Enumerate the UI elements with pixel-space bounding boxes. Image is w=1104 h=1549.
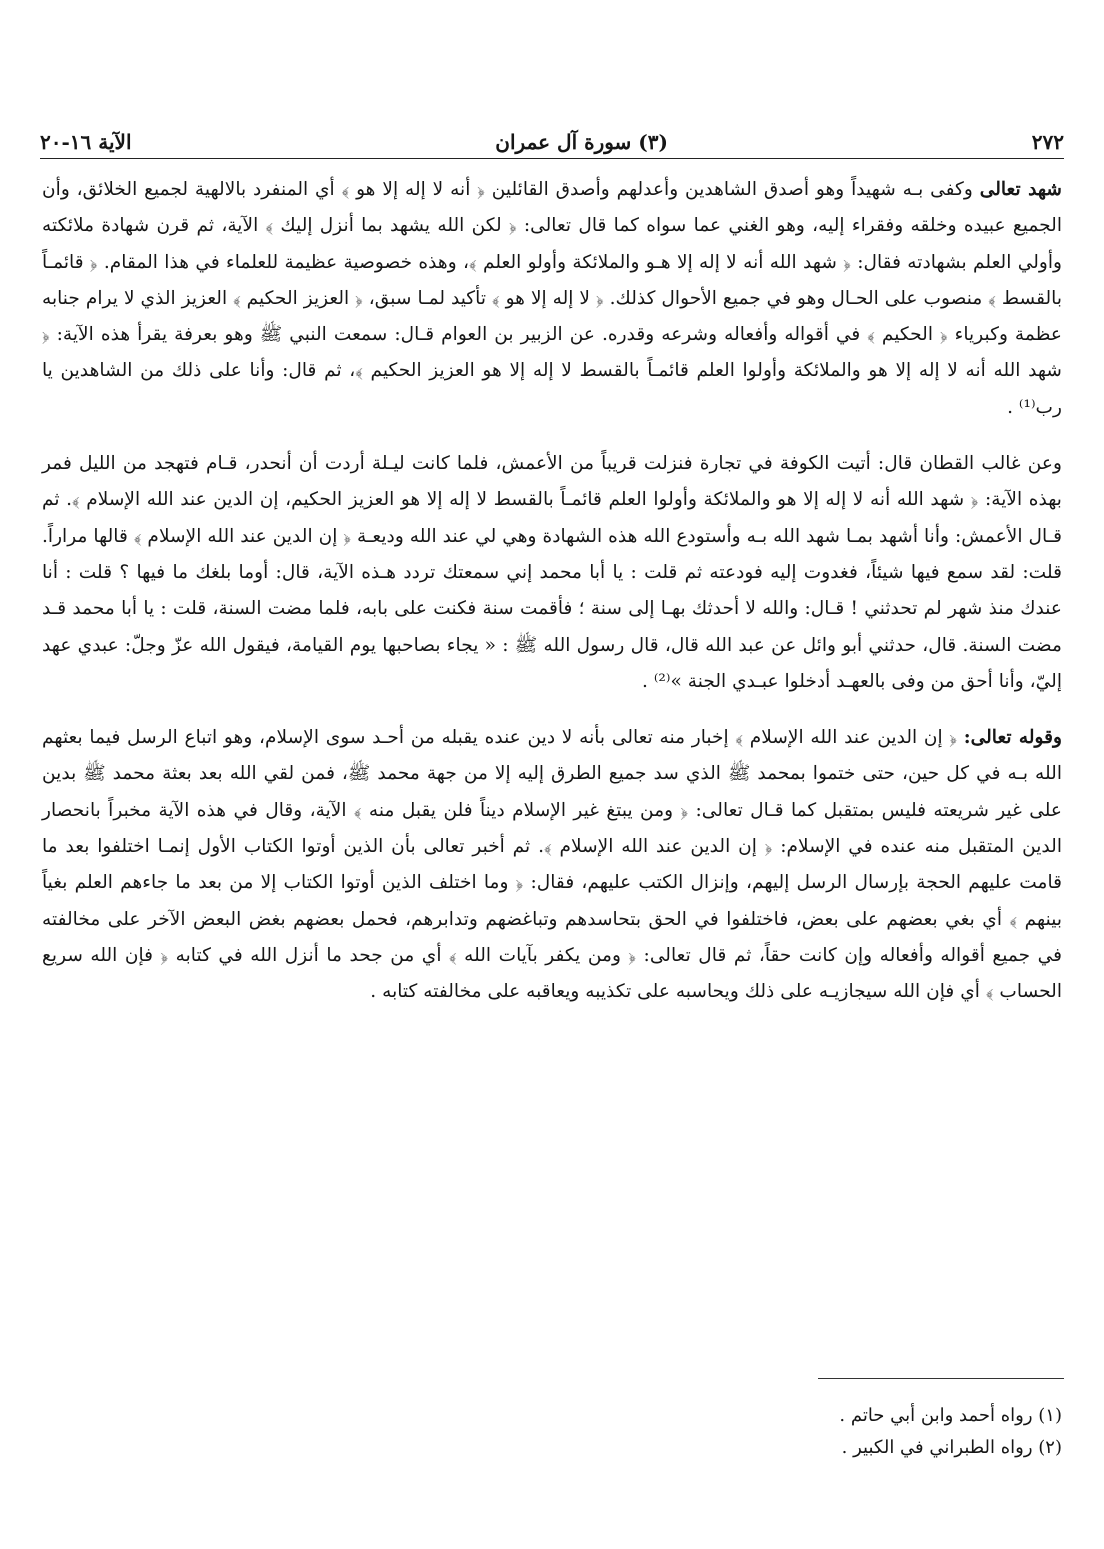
- surah-title: (٣) سورة آل عمران: [495, 130, 668, 154]
- paragraph-1: [42, 172, 1062, 426]
- footnotes: [362, 1400, 1062, 1464]
- header-divider: [40, 158, 1064, 159]
- paragraph-body: وعن غالب القطان قال: أتيت الكوفة في تجارة فنزلت قريباً من الأعمش، فلما كانت ليـلة أردت أن أنحدر، قـام فتهجد من الليل فمر بهذه الآية: ﴿ شهد الله أنه لا إله إلا هو والملائكة وأولوا العلم قائمـاً بالقسط لا إله إلا هو العزيز الحكيم، إن الدين عند الله الإسلام ﴾. ثم قـال الأعمش: وأنا أشهد بمـا شهد الله بـه وأستودع الله هذه الشهادة وهي لي عند الله وديعـة ﴿ إن الدين عند الله الإسلام ﴾ قالها مراراً. قلت: لقد سمع فيها شيئاً، فغدوت إليه فودعته ثم قلت : يا أبا محمد إني سمعتك تردد هـذه الآية، قال: أوما بلغك ما فيها ؟ قلت : أنا عندك منذ شهر لم تحدثني ! قـال: والله لا أحدثك بهـا إلى سنة ؛ فأقمت سنة فكنت على بابه، فلما مضت السنة، قلت : يا أبا محمد قـد مضت السنة. قال، حدثني أبو وائل عن عبد الله قال، قال رسول الله ﷺ : « يجاء بصاحبها يوم القيامة، فيقول الله عزّ وجلّ: عبدي عهد إليّ، وأنا أحق من وفى بالعهـد أدخلوا عبـدي الجنة »⁽²⁾ .: [42, 453, 1062, 692]
- paragraph-3: [42, 720, 1062, 1010]
- paragraph-lead: شهد تعالى: [979, 179, 1063, 200]
- verse-range: الآية ١٦-٢٠: [40, 130, 132, 154]
- paragraph-lead: وقوله تعالى:: [963, 727, 1062, 749]
- paragraph-2: [42, 446, 1062, 700]
- page-number: ٢٧٢: [1031, 130, 1064, 154]
- footnote-1: (١) رواه أحمد وابن أبي حاتم .: [839, 1405, 1062, 1426]
- main-text: [42, 172, 1062, 1011]
- paragraph-body: وكفى بـه شهيداً وهو أصدق الشاهدين وأعدلهم وأصدق القائلين ﴿ أنه لا إله إلا هو ﴾ أي المنفرد بالالهية لجميع الخلائق، وأن الجميع عبيده وخلقه وفقراء إليه، وهو الغني عما سواه كما قال تعالى: ﴿ لكن الله يشهد بما أنزل إليك ﴾ الآية، ثم قرن شهادة ملائكته وأولي العلم بشهادته فقال: ﴿ شهد الله أنه لا إله إلا هـو والملائكة وأولو العلم ﴾، وهذه خصوصية عظيمة للعلماء في هذا المقام. ﴿ قائمـاً بالقسط ﴾ منصوب على الحـال وهو في جميع الأحوال كذلك. ﴿ لا إله إلا هو ﴾ تأكيد لمـا سبق، ﴿ العزيز الحكيم ﴾ العزيز الذي لا يرام جنابه عظمة وكبرياء ﴿ الحكيم ﴾ في أقواله وأفعاله وشرعه وقدره. عن الزبير بن العوام قـال: سمعت النبي ﷺ وهو بعرفة يقرأ هذه الآية: ﴿ شهد الله أنه لا إله إلا هو والملائكة وأولوا العلم قائمـاً بالقسط لا إله إلا هو العزيز الحكيم ﴾، ثم قال: وأنا على ذلك من الشاهدين يا رب⁽¹⁾ .: [42, 179, 1063, 418]
- running-head: [40, 118, 1064, 154]
- footnote-2: (٢) رواه الطبراني في الكبير .: [841, 1437, 1062, 1458]
- footnote-divider: [818, 1378, 1064, 1379]
- paragraph-body: ﴿ إن الدين عند الله الإسلام ﴾ إخبار منه تعالى بأنه لا دين عنده يقبله من أحـد سوى الإسلام، وهو اتباع الرسل فيما بعثهم الله بـه في كل حين، حتى ختموا بمحمد ﷺ الذي سد جميع الطرق إليه إلا من جهة محمد ﷺ، فمن لقي الله بعد بعثة محمد ﷺ بدين على غير شريعته فليس بمتقبل كما قـال تعالى: ﴿ ومن يبتغ غير الإسلام ديناً فلن يقبل منه ﴾ الآية، وقال في هذه الآية مخبراً بانحصار الدين المتقبل منه عنده في الإسلام: ﴿ إن الدين عند الله الإسلام ﴾. ثم أخبر تعالى بأن الذين أوتوا الكتاب الأول إنمـا اختلفوا بعد ما قامت عليهم الحجة بإرسال الرسل إليهم، وإنزال الكتب عليهم، فقال: ﴿ وما اختلف الذين أوتوا الكتاب إلا من بعد ما جاءهم العلم بغياً بينهم ﴾ أي بغي بعضهم على بعض، فاختلفوا في الحق بتحاسدهم وتباغضهم وتدابرهم، فحمل بعضهم بغض البعض الآخر على مخالفته في جميع أقواله وأفعاله وإن كانت حقاً، ثم قال تعالى: ﴿ ومن يكفر بآيات الله ﴾ أي من جحد ما أنزل الله في كتابه ﴿ فإن الله سريع الحساب ﴾ أي فإن الله سيجازيـه على ذلك ويحاسبه على تكذيبه ويعاقبه على مخالفته كتابه .: [42, 727, 1062, 1003]
